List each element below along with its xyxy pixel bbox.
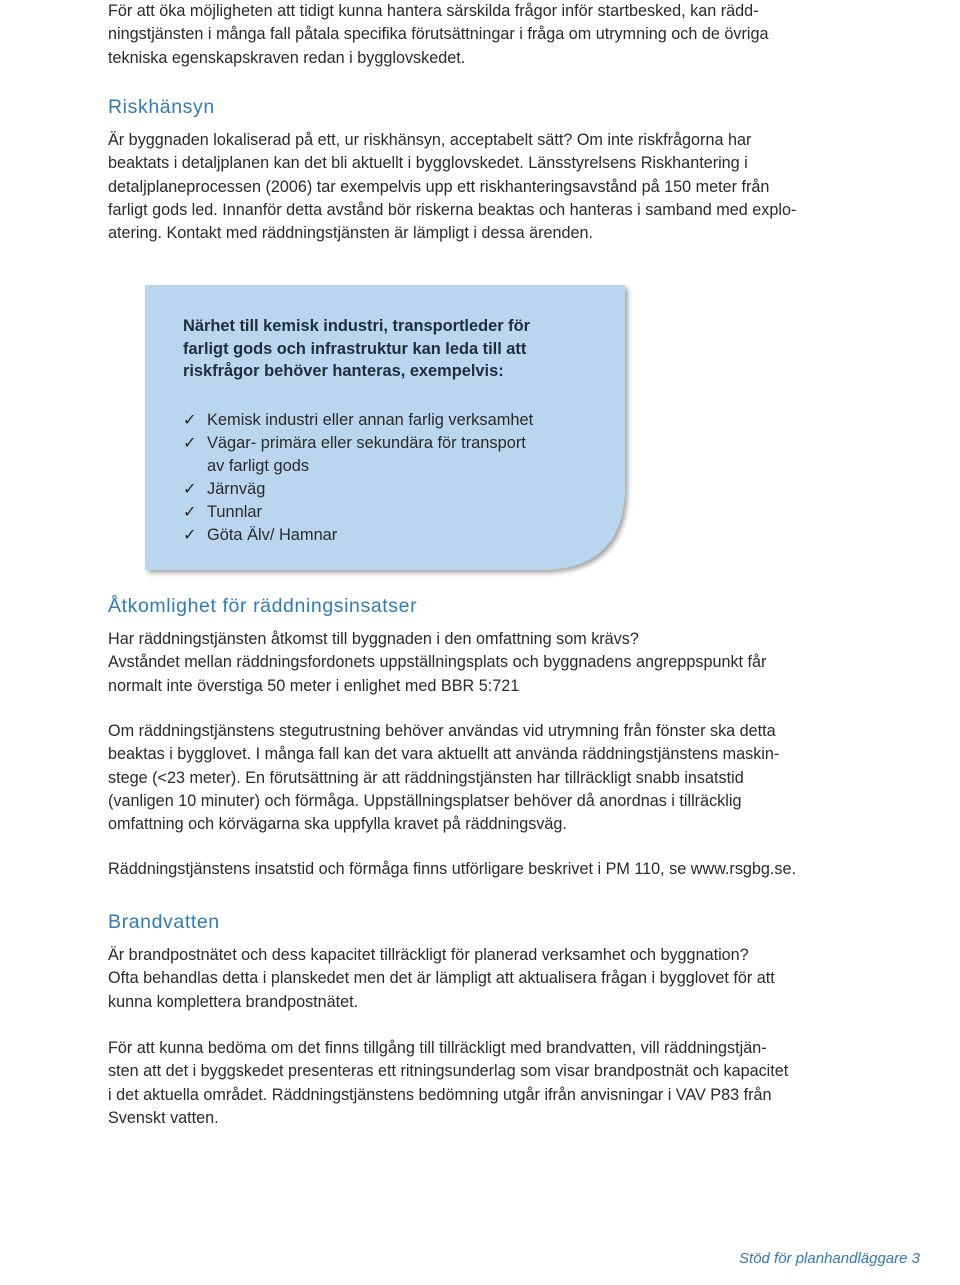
text-line: Tunnlar bbox=[207, 502, 262, 521]
checklist bbox=[183, 409, 603, 547]
text-line: kunna komplettera brandpostnätet. bbox=[108, 992, 359, 1011]
text-line: För att öka möjligheten att tidigt kunna hantera särskilda frågor inför startbesked, kan rädd- bbox=[108, 2, 759, 20]
checkmark-icon: ✓ bbox=[183, 503, 197, 521]
callout-box bbox=[145, 285, 625, 570]
text-line: Kemisk industri eller annan farlig verksamhet bbox=[207, 410, 534, 429]
riskhansyn-paragraph bbox=[108, 129, 796, 245]
checkmark-icon: ✓ bbox=[183, 480, 197, 498]
text-line: omfattning och körvägarna ska uppfylla kravet på räddningsväg. bbox=[108, 815, 567, 834]
text-line: atering. Kontakt med räddningstjänsten är lämpligt i dessa ärenden. bbox=[108, 224, 594, 243]
checklist-item bbox=[183, 478, 603, 501]
atkomlighet-paragraph-2 bbox=[108, 720, 779, 836]
text-line: stege (<23 meter). En förutsättning är att räddningstjänsten har tillräckligt snabb insatstid bbox=[108, 768, 744, 787]
checkmark-icon: ✓ bbox=[183, 526, 197, 544]
text-line: (vanligen 10 minuter) och förmåga. Uppställningsplatser behöver då anordnas i tillräcklig bbox=[108, 791, 742, 810]
text-line: Räddningstjänstens insatstid och förmåga finns utförligare beskrivet i PM 110, se www.rsgbg.se. bbox=[108, 860, 797, 878]
text-line: beaktas i bygglovet. I många fall kan det vara aktuellt att använda räddningstjänstens maskin- bbox=[108, 745, 780, 764]
text-line: detaljplaneprocessen (2006) tar exempelvis upp ett riskhanteringsavstånd på 150 meter från bbox=[108, 177, 770, 196]
text-line: farligt gods led. Innanför detta avstånd bör riskerna beaktas och hanteras i samband med explo- bbox=[108, 200, 797, 219]
section-heading-riskhansyn: Riskhänsyn bbox=[108, 96, 215, 118]
text-line: farligt gods och infrastruktur kan leda till att bbox=[183, 339, 527, 358]
text-line: För att kunna bedöma om det finns tillgång till tillräckligt med brandvatten, vill räddningstjän- bbox=[108, 1039, 767, 1057]
atkomlighet-paragraph-3 bbox=[108, 858, 796, 881]
checklist-item bbox=[183, 524, 603, 547]
text-line: Svenskt vatten. bbox=[108, 1108, 219, 1127]
text-line: Har räddningstjänsten åtkomst till byggnaden i den omfattning som krävs? bbox=[108, 630, 639, 648]
checkmark-icon: ✓ bbox=[183, 411, 197, 429]
checklist-item bbox=[183, 501, 603, 524]
text-line: Är byggnaden lokaliserad på ett, ur riskhänsyn, acceptabelt sätt? Om inte riskfrågorna har bbox=[108, 131, 752, 149]
checklist-item bbox=[183, 432, 603, 478]
text-line: sten att det i byggskedet presenteras ett ritningsunderlag som visar brandpostnät och kapacitet bbox=[108, 1062, 789, 1081]
page-footer: Stöd för planhandläggare 3 bbox=[739, 1250, 920, 1267]
text-line: Är brandpostnätet och dess kapacitet tillräckligt för planerad verksamhet och byggnation? bbox=[108, 946, 749, 964]
text-line: Närhet till kemisk industri, transportleder för bbox=[183, 317, 531, 335]
checklist-item bbox=[183, 409, 603, 432]
text-line: Ofta behandlas detta i planskedet men det är lämpligt att aktualisera frågan i bygglovet för att bbox=[108, 969, 775, 988]
text-line: Vägar- primära eller sekundära för transport bbox=[207, 433, 526, 452]
text-line: i det aktuella området. Räddningstjänstens bedömning utgår ifrån anvisningar i VAV P83 från bbox=[108, 1085, 772, 1104]
text-line: riskfrågor behöver hanteras, exempelvis: bbox=[183, 362, 504, 380]
text-line: av farligt gods bbox=[207, 456, 310, 475]
text-line: Avståndet mellan räddningsfordonets uppställningsplats och byggnadens angreppspunkt får bbox=[108, 653, 767, 672]
text-line: tekniska egenskapskraven redan i bygglovskedet. bbox=[108, 48, 466, 67]
callout-box-content bbox=[183, 315, 603, 547]
text-line: Om räddningstjänstens stegutrustning behöver användas vid utrymning från fönster ska detta bbox=[108, 722, 776, 740]
callout-title bbox=[183, 315, 603, 383]
brandvatten-paragraph-2 bbox=[108, 1037, 788, 1130]
text-line: beaktats i detaljplanen kan det bli aktuellt i bygglovskedet. Länsstyrelsens Riskhantering i bbox=[108, 154, 748, 173]
text-line: Järnväg bbox=[207, 479, 266, 498]
checkmark-icon: ✓ bbox=[183, 434, 197, 452]
text-line: Göta Älv/ Hamnar bbox=[207, 525, 338, 544]
intro-paragraph bbox=[108, 0, 768, 70]
text-line: ningstjänsten i många fall påtala specifika förutsättningar i fråga om utrymning och de övriga bbox=[108, 25, 769, 44]
section-heading-atkomlighet: Åtkomlighet för räddningsinsatser bbox=[108, 595, 418, 617]
atkomlighet-paragraph-1 bbox=[108, 628, 766, 698]
section-heading-brandvatten: Brandvatten bbox=[108, 911, 220, 933]
text-line: normalt inte överstiga 50 meter i enlighet med BBR 5:721 bbox=[108, 676, 520, 695]
brandvatten-paragraph-1 bbox=[108, 944, 775, 1014]
